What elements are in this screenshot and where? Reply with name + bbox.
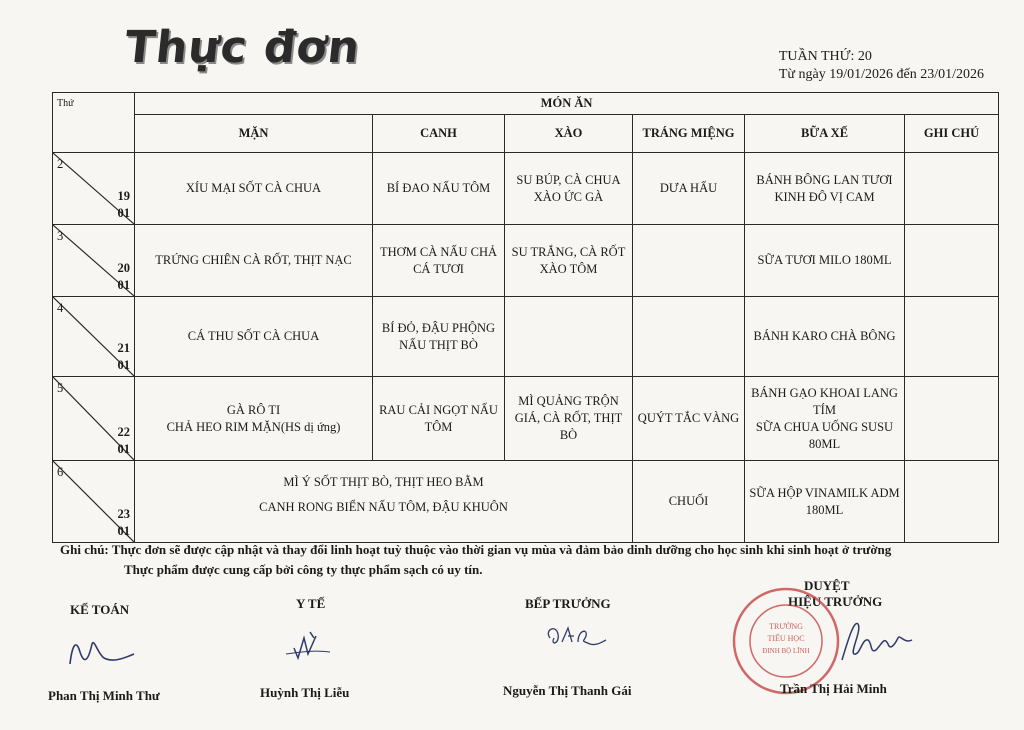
column-header-bua-xe: BỮA XẾ <box>745 115 905 153</box>
signature-role: Y TẾ <box>296 596 326 611</box>
dish-xao <box>505 297 633 377</box>
dish-man: XÍU MẠI SỐT CÀ CHUA <box>135 153 373 225</box>
svg-text:TIỂU HỌC: TIỂU HỌC <box>767 634 805 643</box>
dish-man: CÁ THU SỐT CÀ CHUA <box>135 297 373 377</box>
column-header-trang-mieng: TRÁNG MIỆNG <box>633 115 745 153</box>
dish-bua-xe <box>745 377 905 461</box>
dish-trang-mieng: DƯA HẤU <box>633 153 745 225</box>
signature-name: Phan Thị Minh Thư <box>48 688 160 703</box>
dish-merged <box>135 461 633 543</box>
note-cell <box>905 153 999 225</box>
signature-bep-truong <box>525 596 611 612</box>
signature-role: HIỆU TRƯỞNG <box>788 594 883 609</box>
dish-xao: MÌ QUẢNG TRỘN GIÁ, CÀ RỐT, THỊT BÒ <box>505 377 633 461</box>
date-range: Từ ngày 19/01/2026 đến 23/01/2026 <box>778 67 984 82</box>
column-header-ghi-chu: GHI CHÚ <box>905 115 999 153</box>
signature-scribble <box>280 624 340 664</box>
day-cell: 6 23 01 <box>53 461 135 543</box>
signature-name: Trần Thị Hải Minh <box>780 681 887 696</box>
day-cell: 2 19 01 <box>53 153 135 225</box>
note-cell <box>905 297 999 377</box>
dish-merged-line: CANH RONG BIỂN NẤU TÔM, ĐẬU KHUÔN <box>259 499 508 514</box>
column-header-man: MẶN <box>135 115 373 153</box>
footnote-line: Ghi chú: Thực đơn sẽ được cập nhật và thay đổi linh hoạt tuỳ thuộc vào thời gian vụ mùa và đảm bảo dinh dưỡng cho học sinh khi sinh hoạt ở trường <box>60 542 892 557</box>
table-row <box>53 377 999 461</box>
column-header-xao: XÀO <box>505 115 633 153</box>
svg-text:ĐINH BỘ LĨNH: ĐINH BỘ LĨNH <box>762 647 810 655</box>
dish-bua-xe: SỮA TƯƠI MILO 180ML <box>745 225 905 297</box>
dish-trang-mieng: CHUỐI <box>633 461 745 543</box>
table-row <box>53 153 999 225</box>
signature-ke-toan <box>70 602 129 618</box>
signature-scribble <box>540 616 610 656</box>
signature-y-te <box>296 596 325 612</box>
signature-scribble <box>62 624 142 672</box>
note-cell <box>905 225 999 297</box>
footnote <box>60 540 891 580</box>
dish-xao: SU TRẮNG, CÀ RỐT XÀO TÔM <box>505 225 633 297</box>
column-header-canh: CANH <box>373 115 505 153</box>
table-row <box>53 297 999 377</box>
dish-canh: THƠM CÀ NẤU CHẢ CÁ TƯƠI <box>373 225 505 297</box>
footnote-line: Thực phẩm được cung cấp bởi công ty thực phẩm sạch có uy tín. <box>124 562 483 577</box>
day-cell: 5 22 01 <box>53 377 135 461</box>
dish-bua-xe: BÁNH BÔNG LAN TƯƠI KINH ĐÔ VỊ CAM <box>745 153 905 225</box>
dish-man <box>135 377 373 461</box>
week-info <box>779 48 984 84</box>
dish-canh: BÍ ĐAO NẤU TÔM <box>373 153 505 225</box>
week-label: TUẦN THỨ: 20 <box>778 49 872 64</box>
signature-role: KẾ TOÁN <box>70 602 130 617</box>
dish-man-line: GÀ RÔ TI <box>226 402 281 417</box>
day-cell: 4 21 01 <box>53 297 135 377</box>
dish-bua-xe-line: BÁNH GẠO KHOAI LANG TÍM <box>751 385 898 417</box>
page-title: Thực đơn <box>122 22 363 73</box>
dish-xao: SU BÚP, CÀ CHUA XÀO ỨC GÀ <box>505 153 633 225</box>
dish-bua-xe: BÁNH KARO CHÀ BÔNG <box>745 297 905 377</box>
dish-trang-mieng: QUÝT TẮC VÀNG <box>633 377 745 461</box>
signature-scribble <box>832 610 922 670</box>
dish-man-line: CHẢ HEO RIM MẶN(HS dị ứng) <box>166 419 341 434</box>
signature-name: Huỳnh Thị Liễu <box>260 685 350 700</box>
day-column-header: Thứ <box>53 93 135 153</box>
day-cell: 3 20 01 <box>53 225 135 297</box>
dish-bua-xe: SỮA HỘP VINAMILK ADM 180ML <box>745 461 905 543</box>
dish-bua-xe-line: SỮA CHUA UỐNG SUSU 80ML <box>755 419 894 451</box>
dish-man: TRỨNG CHIÊN CÀ RỐT, THỊT NẠC <box>135 225 373 297</box>
dish-canh: RAU CẢI NGỌT NẤU TÔM <box>373 377 505 461</box>
note-cell <box>905 377 999 461</box>
dish-trang-mieng <box>633 297 745 377</box>
table-row <box>53 225 999 297</box>
menu-table <box>52 92 999 543</box>
svg-text:TRƯỜNG: TRƯỜNG <box>769 622 803 631</box>
group-header: MÓN ĂN <box>135 93 999 115</box>
dish-canh: BÍ ĐỎ, ĐẬU PHỘNG NẤU THỊT BÒ <box>373 297 505 377</box>
dish-trang-mieng <box>633 225 745 297</box>
signature-role: BẾP TRƯỞNG <box>525 596 611 611</box>
approval-label: DUYỆT <box>804 578 850 593</box>
signature-name: Nguyễn Thị Thanh Gái <box>503 683 632 698</box>
table-row <box>53 461 999 543</box>
note-cell <box>905 461 999 543</box>
dish-merged-line: MÌ Ý SỐT THỊT BÒ, THỊT HEO BẰM <box>283 474 484 489</box>
